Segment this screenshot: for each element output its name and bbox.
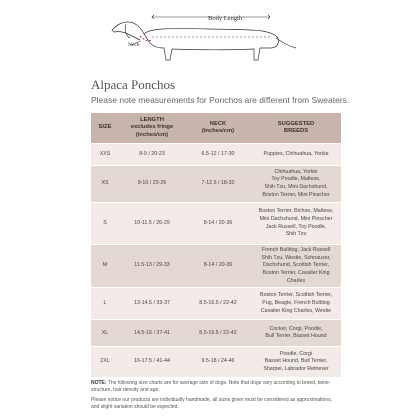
length-cell: 11.5-13 / 29-33 bbox=[119, 245, 185, 288]
neck-cell: 8-14 / 20-36 bbox=[185, 203, 251, 245]
neck-cell: 9.5-18 / 24-46 bbox=[185, 347, 251, 377]
note-label: NOTE: bbox=[91, 380, 107, 386]
length-cell: 14.5-16 / 37-41 bbox=[119, 320, 185, 347]
handmade-note: Please notice our products are individually handmade, all sizes given must be considered as approximations, and slight variation should be expected. bbox=[91, 397, 332, 410]
length-cell: 9-10 / 23-26 bbox=[119, 166, 185, 203]
dog-measurement-illustration bbox=[110, 4, 300, 64]
breed-line: Boston Terrier, Bichon, Maltese, bbox=[258, 208, 334, 215]
breed-line: Shih Tzu, Mini Dachshund, bbox=[264, 184, 328, 190]
table-header bbox=[91, 113, 341, 144]
neck-label: Neck bbox=[128, 42, 140, 48]
breed-line: Cavalier King Charles, Westie bbox=[260, 307, 332, 314]
breed-line: Cocker, Corgi, Poodle, bbox=[269, 325, 323, 332]
header-length: LENGTH excludes fringe (inches/cm) bbox=[119, 113, 185, 144]
breed-line: Boston Terrier, Scottish Terrier, bbox=[260, 292, 332, 299]
breeds-cell bbox=[251, 245, 341, 288]
breeds-cell bbox=[251, 203, 341, 245]
table-row bbox=[91, 144, 341, 166]
table-row bbox=[91, 245, 341, 288]
page-subtitle: Please note measurements for Ponchos are different from Sweaters. bbox=[91, 95, 350, 105]
header-size: SIZE bbox=[91, 113, 119, 144]
size-cell: M bbox=[91, 245, 119, 288]
neck-cell: 7-12.5 / 18-32 bbox=[185, 166, 251, 203]
breed-line: Mini Dachshund, Mini Pinscher bbox=[259, 215, 333, 222]
table-row bbox=[91, 320, 341, 347]
breeds-cell bbox=[251, 320, 341, 347]
breed-line: Poodle, Corgi bbox=[279, 350, 313, 357]
breed-line: Chihuahua, Yorkie bbox=[274, 168, 318, 175]
size-note bbox=[91, 380, 341, 394]
breed-line: French Bulldog, Jack Russell bbox=[261, 247, 331, 253]
breed-line: Puppies, Chihuahua, Yorkie bbox=[263, 150, 329, 157]
neck-cell: 6.5-12 / 17-30 bbox=[185, 144, 251, 166]
breeds-cell bbox=[251, 144, 341, 166]
breed-line: Boston Terrier, Mini Pinscher bbox=[262, 191, 330, 198]
breeds-cell bbox=[251, 347, 341, 377]
table-body bbox=[91, 144, 341, 377]
size-cell: L bbox=[91, 288, 119, 320]
size-chart-table bbox=[91, 113, 341, 377]
body-length-label: Body Length bbox=[208, 15, 243, 22]
size-cell: 2XL bbox=[91, 347, 119, 377]
breed-line: Toy Poodle, Maltese, bbox=[271, 176, 321, 183]
length-cell: 16-17.5 / 41-44 bbox=[119, 347, 185, 377]
breed-line: Boston Terrier, Cavalier King Charles bbox=[262, 270, 330, 284]
header-neck: NECK (inches/cm) bbox=[185, 113, 251, 144]
size-cell: XS bbox=[91, 166, 119, 203]
breed-line: Shih Tzu, Westie, Schnauzer, bbox=[261, 254, 331, 261]
breed-line: Sharpei, Labrador Retriever bbox=[263, 365, 329, 372]
neck-cell: 8.5-16.5 / 22-42 bbox=[185, 320, 251, 347]
header-breeds: SUGGESTED BREEDS bbox=[251, 113, 341, 144]
size-cell: S bbox=[91, 203, 119, 245]
note-text: The following size charts are for average size of dogs. Note that dogs vary according to breed, bone-structure, hair density and age. bbox=[91, 380, 331, 393]
breed-line: Pug, Beagle, French Bulldog bbox=[262, 300, 330, 307]
table-row bbox=[91, 288, 341, 320]
table-row bbox=[91, 347, 341, 377]
neck-cell: 8-14 / 20-36 bbox=[185, 245, 251, 288]
breed-line: Basset Hound, Bull Terrier, bbox=[264, 358, 328, 365]
breed-line: Bull Terrier, Basset Hound bbox=[265, 333, 327, 340]
table-row bbox=[91, 203, 341, 245]
neck-cell: 8.5-16.5 / 22-42 bbox=[185, 288, 251, 320]
length-cell: 8-9 / 20-23 bbox=[119, 144, 185, 166]
breed-line: Jack Russell, Toy Poodle, bbox=[265, 223, 327, 230]
page-title: Alpaca Ponchos bbox=[91, 77, 176, 92]
dachshund-icon bbox=[110, 4, 300, 64]
size-cell: XL bbox=[91, 320, 119, 347]
length-cell: 13-14.5 / 33-37 bbox=[119, 288, 185, 320]
table-row bbox=[91, 166, 341, 203]
breed-line: Dachshund, Scottish Terrier, bbox=[262, 262, 330, 269]
breeds-cell bbox=[251, 166, 341, 203]
breeds-cell bbox=[251, 288, 341, 320]
breed-line: Shih Tzu bbox=[285, 231, 307, 238]
size-cell: XXS bbox=[91, 144, 119, 166]
length-cell: 10-11.5 / 26-29 bbox=[119, 203, 185, 245]
